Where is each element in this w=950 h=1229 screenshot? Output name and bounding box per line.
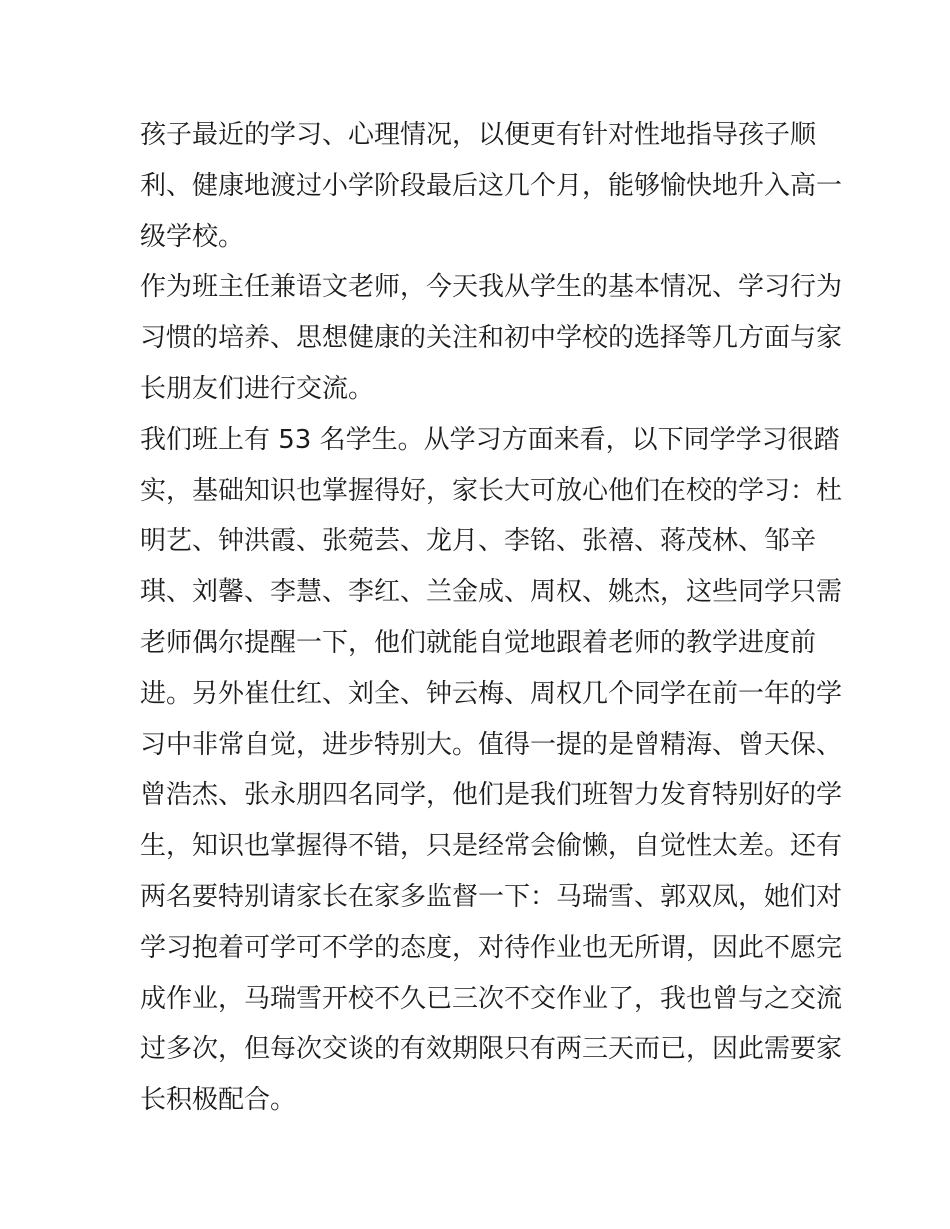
- text-line: 实，基础知识也掌握得好，家长大可放心他们在校的学习：杜: [140, 475, 843, 506]
- text-line: 我们班上有 53 名学生。从学习方面来看，以下同学学习很踏: [140, 424, 840, 455]
- text-line: 曾浩杰、张永朋四名同学，他们是我们班智力发育特别好的学: [140, 780, 843, 811]
- text-line: 习惯的培养、思想健康的关注和初中学校的选择等几方面与家: [140, 323, 843, 354]
- text-line: 长朋友们进行交流。: [140, 373, 375, 404]
- text-line: 级学校。: [140, 221, 245, 252]
- text-line: 利、健康地渡过小学阶段最后这几个月，能够愉快地升入高一: [140, 170, 843, 201]
- text-line: 老师偶尔提醒一下，他们就能自觉地跟着老师的教学进度前: [140, 627, 817, 658]
- body-text: [140, 110, 843, 1126]
- text-line: 过多次，但每次交谈的有效期限只有两三天而已，因此需要家: [140, 1034, 843, 1065]
- text-line: 两名要特别请家长在家多监督一下：马瑞雪、郭双凤，她们对: [140, 881, 843, 912]
- text-line: 成作业，马瑞雪开校不久已三次不交作业了，我也曾与之交流: [140, 983, 843, 1014]
- text-line: 生，知识也掌握得不错，只是经常会偷懒，自觉性太差。还有: [140, 831, 843, 862]
- text-line: 进。另外崔仕红、刘全、钟云梅、周权几个同学在前一年的学: [140, 678, 843, 709]
- text-line: 琪、刘馨、李慧、李红、兰金成、周权、姚杰，这些同学只需: [140, 577, 843, 608]
- text-line: 作为班主任兼语文老师，今天我从学生的基本情况、学习行为: [140, 272, 843, 303]
- text-line: 习中非常自觉，进步特别大。值得一提的是曾精海、曾天保、: [140, 729, 843, 760]
- text-line: 长积极配合。: [140, 1085, 297, 1116]
- text-line: 孩子最近的学习、心理情况，以便更有针对性地指导孩子顺: [140, 120, 817, 150]
- text-line: 明艺、钟洪霞、张菀芸、龙月、李铭、张禧、蒋茂林、邹辛: [140, 526, 817, 557]
- text-line: 学习抱着可学可不学的态度，对待作业也无所谓，因此不愿完: [140, 932, 843, 963]
